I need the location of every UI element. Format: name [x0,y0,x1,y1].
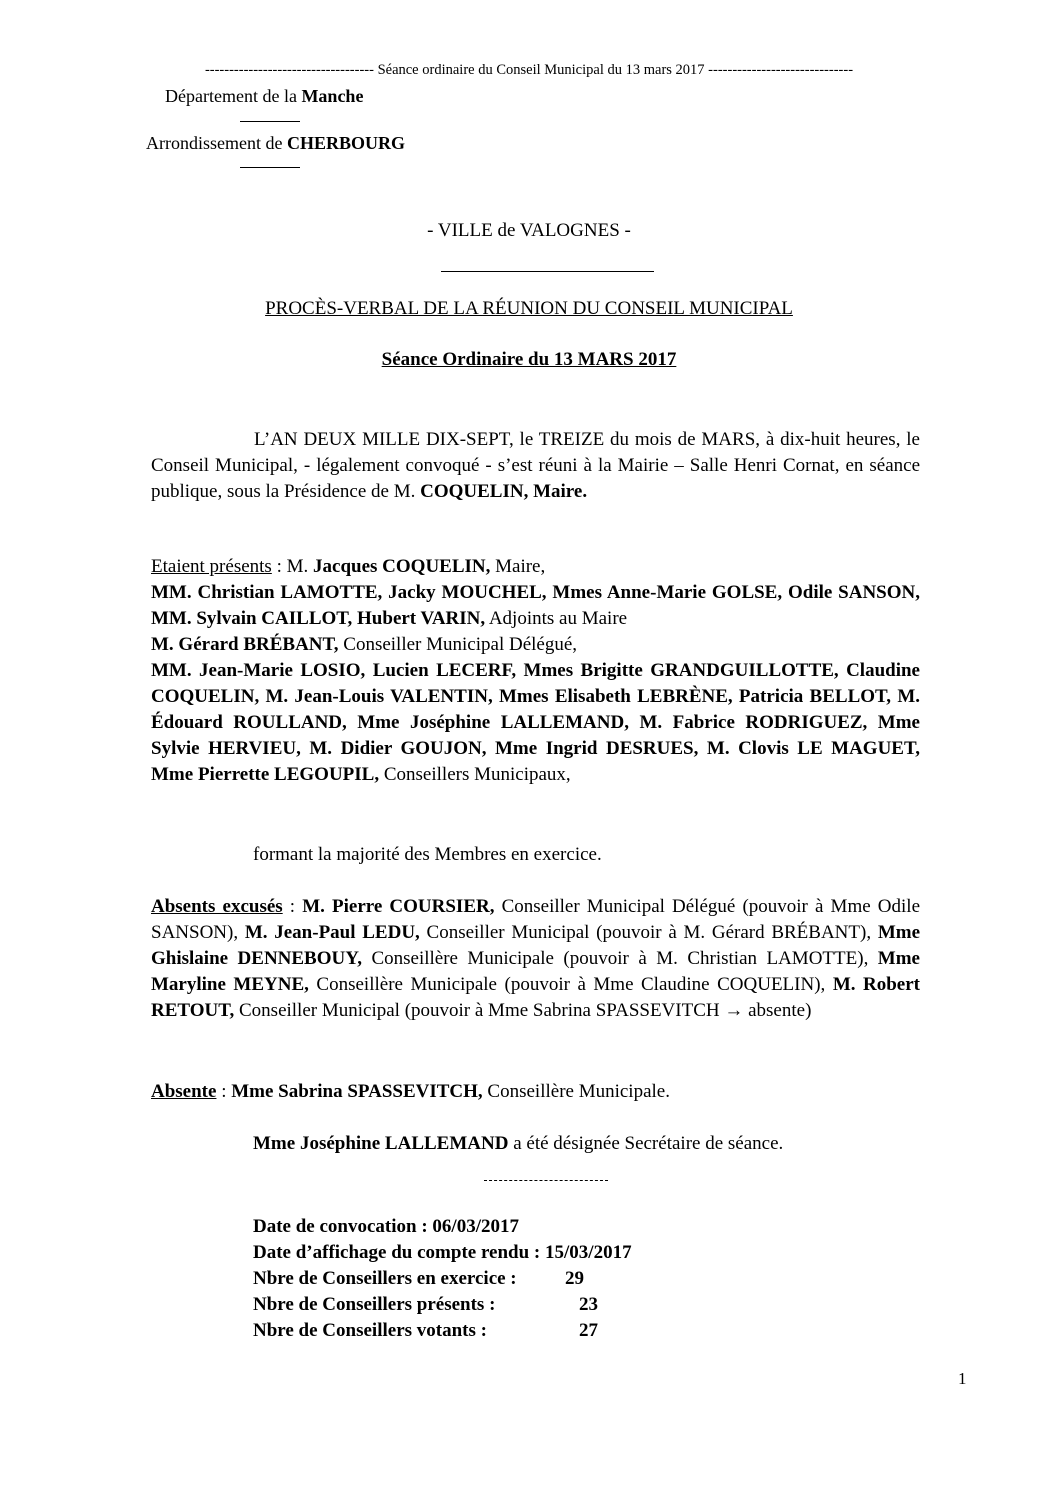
section-separator [484,1180,608,1181]
absent-name: Mme Sabrina SPASSEVITCH, [231,1081,483,1102]
stat-label: Date de convocation : [253,1216,428,1237]
department-line [165,86,363,107]
excused-name-3: Mme Ghislaine DENNEBOUY, [151,922,921,969]
excused-text-4: Conseillère Municipale (pouvoir à Mme Claudine COQUELIN), [316,974,826,995]
absent-line: Absente : Mme Sabrina SPASSEVITCH, Conseillère Municipale. [151,1081,670,1102]
session-title: Séance Ordinaire du 13 MARS 2017 [381,349,677,370]
stat-row [253,1240,632,1266]
excused-paragraph: Absents excusés : M. Pierre COURSIER, Conseiller Municipal Délégué (pouvoir à Mme Odile SANSON), M. Jean-Paul LEDU, Conseiller Municipal (pouvoir à M. Gérard BRÉBANT), Mme Ghislaine DENNEBOUY, Conseillère Municipale (pouvoir à M. Christian LAMOTTE), Mme Maryline MEYNE, Conseillère Municipale (pouvoir à Mme Claudine COQUELIN), M. Robert RETOUT, Conseiller Municipal (pouvoir à Mme Sabrina SPASSEVITCH → absente) [151,896,921,1021]
excused-text-2: Conseiller Municipal (pouvoir à M. Gérard BRÉBANT), [426,922,872,943]
excused-label: Absents excusés [151,896,283,917]
arrondissement-prefix: Arrondissement de [146,133,283,153]
presents-paragraph: Etaient présents : M. Jacques COQUELIN, Maire, MM. Christian LAMOTTE, Jacky MOUCHEL, Mmes Anne-Marie GOLSE, Odile SANSON, MM. Sylvain CAILLOT, Hubert VARIN, Adjoints au Maire M. Gérard BRÉBANT, Conseiller Municipal Délégué, MM. Jean-Marie LOSIO, Lucien LECERF, Mmes Brigitte GRANDGUILLOTTE, Claudine COQUELIN, M. Jean-Louis VALENTIN, Mmes Elisabeth LEBRÈNE, Patricia BELLOT, M. Édouard ROULLAND, Mme Joséphine LALLEMAND, M. Fabrice RODRIGUEZ, Mme Sylvie HERVIEU, M. Didier GOUJON, Mme Ingrid DESRUES, M. Clovis LE MAGUET, Mme Pierrette LEGOUPIL, Conseillers Municipaux, [151,556,920,785]
delegate-role: Conseiller Municipal Délégué, [343,634,578,655]
department-name: Manche [301,86,364,106]
excused-name-1: M. Pierre COURSIER, [302,896,495,917]
absent-role: Conseillère Municipale. [487,1081,670,1102]
stat-value: 29 [565,1268,584,1289]
department-rule [240,121,300,122]
mayor-name: Jacques COQUELIN, [313,556,491,577]
presents-label: Etaient présents [151,556,272,577]
stat-label: Nbre de Conseillers votants : [253,1320,487,1341]
document-title: PROCÈS-VERBAL DE LA RÉUNION DU CONSEIL MUNICIPAL [265,298,793,319]
page-number: 1 [958,1369,967,1388]
excused-name-4: Mme Maryline MEYNE, [151,948,920,995]
intro-text: L’AN DEUX MILLE DIX-SEPT, le TREIZE du mois de MARS, à dix-huit heures, le Conseil Municipal, - légalement convoqué - s’est réuni à la Mairie – Salle Henri Cornat, en séance publique, sous la Présidence de M. [151,429,920,502]
stat-value: 27 [579,1320,598,1341]
excused-text-1: Conseiller Municipal Délégué (pouvoir à Mme Odile SANSON), [151,896,920,943]
stat-row [253,1318,632,1344]
secretary-name: Mme Joséphine LALLEMAND [253,1133,509,1154]
town-title: - VILLE de VALOGNES - [427,220,631,241]
stat-row [253,1214,632,1240]
excused-name-2: M. Jean-Paul LEDU, [244,922,420,943]
stat-row [253,1292,632,1318]
mayor-prefix: M. [286,556,309,577]
stat-row [253,1266,632,1292]
stat-value: 15/03/2017 [545,1242,632,1263]
stat-label: Nbre de Conseillers présents : [253,1294,496,1315]
running-header: ----------------------------------- Séance ordinaire du Conseil Municipal du 13 mars 2017 ------------------------------ [204,62,854,78]
delegate-name: M. Gérard BRÉBANT, [151,634,339,655]
session-stats [253,1214,632,1344]
secretary-text: a été désignée Secrétaire de séance. [513,1133,784,1154]
excused-text-5: Conseiller Municipal (pouvoir à Mme Sabrina SPASSEVITCH → absente) [239,1000,812,1021]
mayor-role: Maire, [495,556,546,577]
absent-label: Absente [151,1081,217,1102]
stat-value: 06/03/2017 [432,1216,519,1237]
arrondissement-name: CHERBOURG [286,133,405,153]
arrondissement-line [146,133,405,154]
stat-value: 23 [579,1294,598,1315]
arrondissement-rule [240,167,300,168]
stat-label: Date d’affichage du compte rendu : [253,1242,541,1263]
secretary-line [253,1133,783,1155]
town-rule [441,271,654,272]
excused-name-5: M. Robert RETOUT, [151,974,920,1021]
councillors-role: Conseillers Municipaux, [383,764,571,785]
intro-president: COQUELIN, Maire. [420,481,588,502]
deputies-names: MM. Christian LAMOTTE, Jacky MOUCHEL, Mmes Anne-Marie GOLSE, Odile SANSON, MM. Sylvain CAILLOT, Hubert VARIN, [151,582,920,629]
councillors-names: MM. Jean-Marie LOSIO, Lucien LECERF, Mmes Brigitte GRANDGUILLOTTE, Claudine COQUELIN, M. Jean-Louis VALENTIN, Mmes Elisabeth LEBRÈNE, Patricia BELLOT, M. Édouard ROULLAND, Mme Joséphine LALLEMAND, M. Fabrice RODRIGUEZ, Mme Sylvie HERVIEU, M. Didier GOUJON, Mme Ingrid DESRUES, M. Clovis LE MAGUET, Mme Pierrette LEGOUPIL, [151,660,920,785]
intro-paragraph [151,427,920,505]
excused-text-3: Conseillère Municipale (pouvoir à M. Christian LAMOTTE), [371,948,869,969]
deputies-role: Adjoints au Maire [488,608,628,629]
stat-label: Nbre de Conseillers en exercice : [253,1268,517,1289]
majority-line: formant la majorité des Membres en exercice. [253,844,602,865]
department-prefix: Département de la [165,86,297,106]
